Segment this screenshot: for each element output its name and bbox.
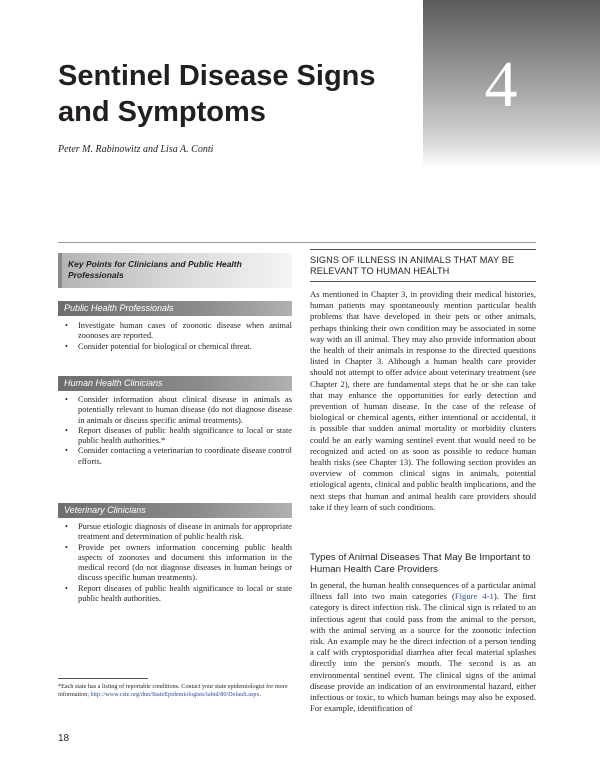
top-divider xyxy=(58,242,536,243)
chapter-number: 4 xyxy=(484,48,518,121)
list-item: • Consider information about clinical disease in animals as potentially relevant to human disease (do not diagnose disease in animals or discuss specific animal treatments). xyxy=(58,395,292,426)
page-number: 18 xyxy=(58,733,70,744)
footnote-link[interactable]: http://www.cste.org/dnn/StateEpidemiologists/tabid/80/Default.aspx xyxy=(90,691,260,699)
section-bar-human-health: Human Health Clinicians xyxy=(58,376,292,391)
chapter-authors: Peter M. Rabinowitz and Lisa A. Conti xyxy=(58,144,214,155)
chapter-title xyxy=(58,58,418,130)
section-bar-veterinary: Veterinary Clinicians xyxy=(58,503,292,518)
footnote-text: *Each state has a listing of reportable conditions. Contact your state epidemiologist for more information; xyxy=(58,683,288,699)
chapter-title-line2: and Symptoms xyxy=(58,96,266,128)
key-points-header-line2: Professionals xyxy=(68,270,124,280)
body-paragraph-2 xyxy=(310,580,536,714)
section-heading-underline xyxy=(310,281,536,282)
list-item: • Investigate human cases of zoonotic disease when animal zoonoses are reported. xyxy=(58,321,292,342)
footnote xyxy=(58,683,292,700)
key-points-header-line1: Key Points for Clinicians and Public Health xyxy=(68,259,242,269)
list-item: • Provide pet owners information concerning public health aspects of zoonoses and document this information in the medical record (do not diagnose diseases in human beings or discuss specific human treatments). xyxy=(58,543,292,584)
section-heading-rule xyxy=(310,249,536,250)
section-heading: SIGNS OF ILLNESS IN ANIMALS THAT MAY BE RELEVANT TO HUMAN HEALTH xyxy=(310,255,515,276)
subheading-animal-disease-types: Types of Animal Diseases That May Be Important to Human Health Care Providers xyxy=(310,552,531,575)
section-bar-public-health: Public Health Professionals xyxy=(58,301,292,316)
list-item: • Consider potential for biological or chemical threat. xyxy=(58,342,292,352)
figure-reference-link[interactable]: Figure 4-1 xyxy=(454,591,494,602)
bullet-list-veterinary xyxy=(58,522,292,604)
paragraph2-text-before: In general, the human health consequences of a particular animal illness fall into two main categories ( xyxy=(310,580,536,602)
body-paragraph-1: As mentioned in Chapter 3, in providing their medical histories, human patients may spontaneously mention particular health problems that have developed in their pets or other animals, perhaps thinking their own condition may be associated in some way with an ill animal. They may also provide information about the health of their animals in response to the directed questions listed in Chapter 3. Although a human health care provider should not attempt to offer advice about veterinary treatment (see Chapter 2), there are fundamental steps that he or she can take that may enhance the opportunities for early detection and prevention of human disease. In the case of the release of biological or chemical agents, either intentional or accidental, it is possible that sudden animal mortality or morbidity clusters could be an early warning sentinel event that would need to be recognized and acted on as soon as possible to reduce human health risks (see Chapter 13). The following section provides an overview of common clinical signs in animals, potential etiological agents, clinical and public health implications, and the next steps that human and animal health care providers should take if they learn of such conditions. xyxy=(310,289,536,512)
list-item: • Consider contacting a veterinarian to coordinate disease control efforts. xyxy=(58,446,292,467)
paragraph2-text-after: ). The first category is direct infection risk. The clinical sign is related to an infectious agent that could pass from the animal to the person, with the animal serving as a source for the zoonotic infection risk. An example may be the direct infection of a person tending a calf with cryptosporidial diarrhea after fecal material splashes directly into the person's mouth. The second is as an environmental sentinel event. The clinical signs of the animal disease provide an indication of an environmental hazard, either infectious or toxic, to which human beings may also be exposed. For example, identification of xyxy=(310,591,536,714)
list-item: • Report diseases of public health significance to local or state public health authorities. xyxy=(58,584,292,605)
footnote-divider xyxy=(58,678,148,679)
chapter-title-line1: Sentinel Disease Signs xyxy=(58,60,376,92)
bullet-list-public-health xyxy=(58,321,292,352)
list-item: • Report diseases of public health significance to local or state public health authorities.* xyxy=(58,426,292,447)
bullet-list-human-health xyxy=(58,395,292,467)
list-item: • Pursue etiologic diagnosis of disease in animals for appropriate treatment and determination of public health risk. xyxy=(58,522,292,543)
footnote-end: . xyxy=(259,691,262,699)
key-points-header xyxy=(58,253,292,288)
